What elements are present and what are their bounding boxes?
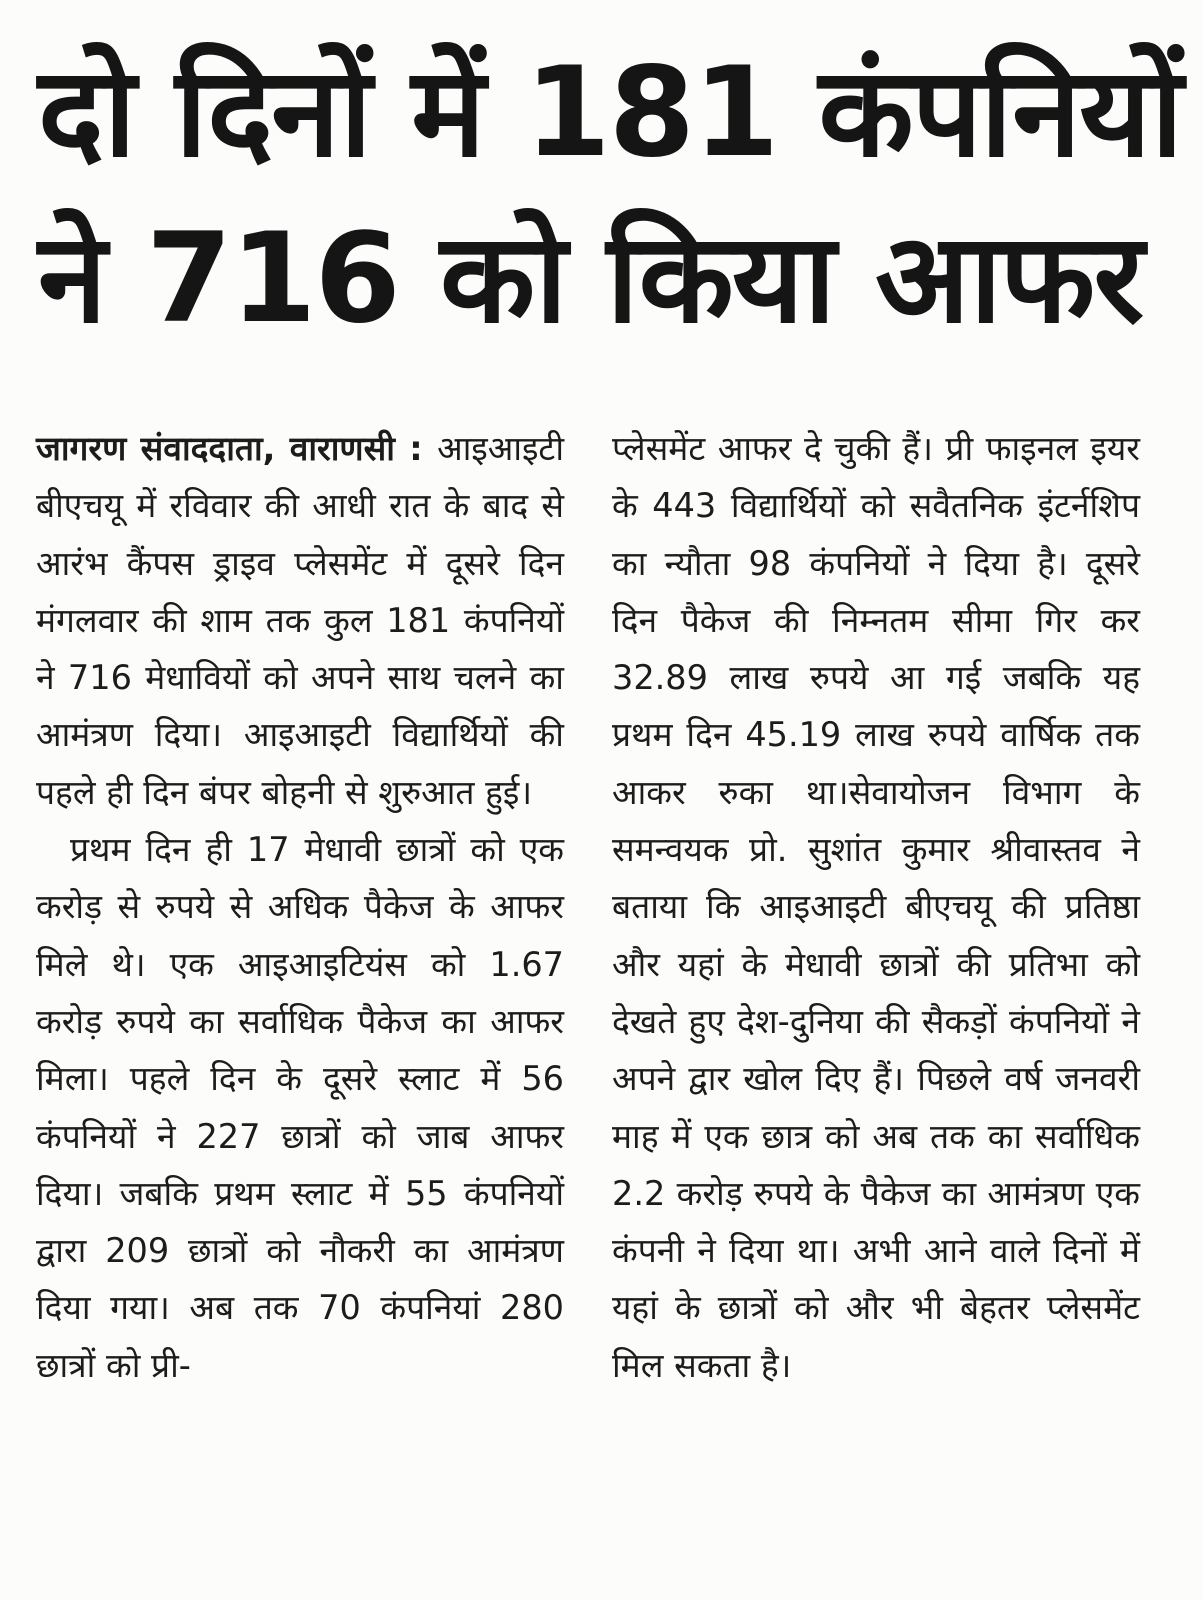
article-column-right: [612, 420, 1140, 1394]
headline-line-2: ने 716 को किया आफर: [38, 207, 1143, 351]
article-paragraph: प्लेसमेंट आफर दे चुकी हैं। प्री फाइनल इयर के 443 विद्यार्थियों को सवैतनिक इंटर्नशिप का न्यौता 98 कंपनियों ने दिया है। दूसरे दिन पैकेज की निम्नतम सीमा गिर कर 32.89 लाख रुपये आ गई जबकि यह प्रथम दिन 45.19 लाख रुपये वार्षिक तक आकर रुका था।सेवायोजन विभाग के समन्वयक प्रो. सुशांत कुमार श्रीवास्तव ने बताया कि आइआइटी बीएचयू की प्रतिष्ठा और यहां के मेधावी छात्रों की प्रतिभा को देखते हुए देश-दुनिया की सैकड़ों कंपनियों ने अपने द्वार खोल दिए हैं। पिछले वर्ष जनवरी माह में एक छात्र को अब तक का सर्वाधिक 2.2 करोड़ रुपये के पैकेज का आमंत्रण एक कंपनी ने दिया था। अभी आने वाले दिनों में यहां के छात्रों को और भी बेहतर प्लेसमेंट मिल सकता है।: [612, 429, 1140, 1385]
byline-separator: :: [394, 429, 438, 468]
headline-line-1: दो दिनों में 181 कंपनियों: [38, 41, 1182, 185]
headline: [38, 30, 1182, 362]
byline: जागरण संवाददाता, वाराणसी: [36, 429, 395, 468]
article-paragraph: प्रथम दिन ही 17 मेधावी छात्रों को एक करोड़ से रुपये से अधिक पैकेज के आफर मिले थे। एक आइआइटियंस को 1.67 करोड़ रुपये का सर्वाधिक पैकेज का आफर मिला। पहले दिन के दूसरे स्लाट में 56 कंपनियों ने 227 छात्रों को जाब आफर दिया। जबकि प्रथम स्लाट में 55 कंपनियों द्वारा 209 छात्रों को नौकरी का आमंत्रण दिया गया। अब तक 70 कंपनियां 280 छात्रों को प्री-: [36, 830, 564, 1385]
paragraph-text: आइआइटी बीएचयू में रविवार की आधी रात के बाद से आरंभ कैंपस ड्राइव प्लेसमेंट में दूसरे दिन मंगलवार की शाम तक कुल 181 कंपनियों ने 716 मेधावियों को अपने साथ चलने का आमंत्रण दिया। आइआइटी विद्यार्थियों की पहले ही दिन बंपर बोहनी से शुरुआत हुई।: [36, 429, 564, 812]
article-paragraph: [36, 420, 564, 821]
article-column-left: [36, 420, 564, 1394]
